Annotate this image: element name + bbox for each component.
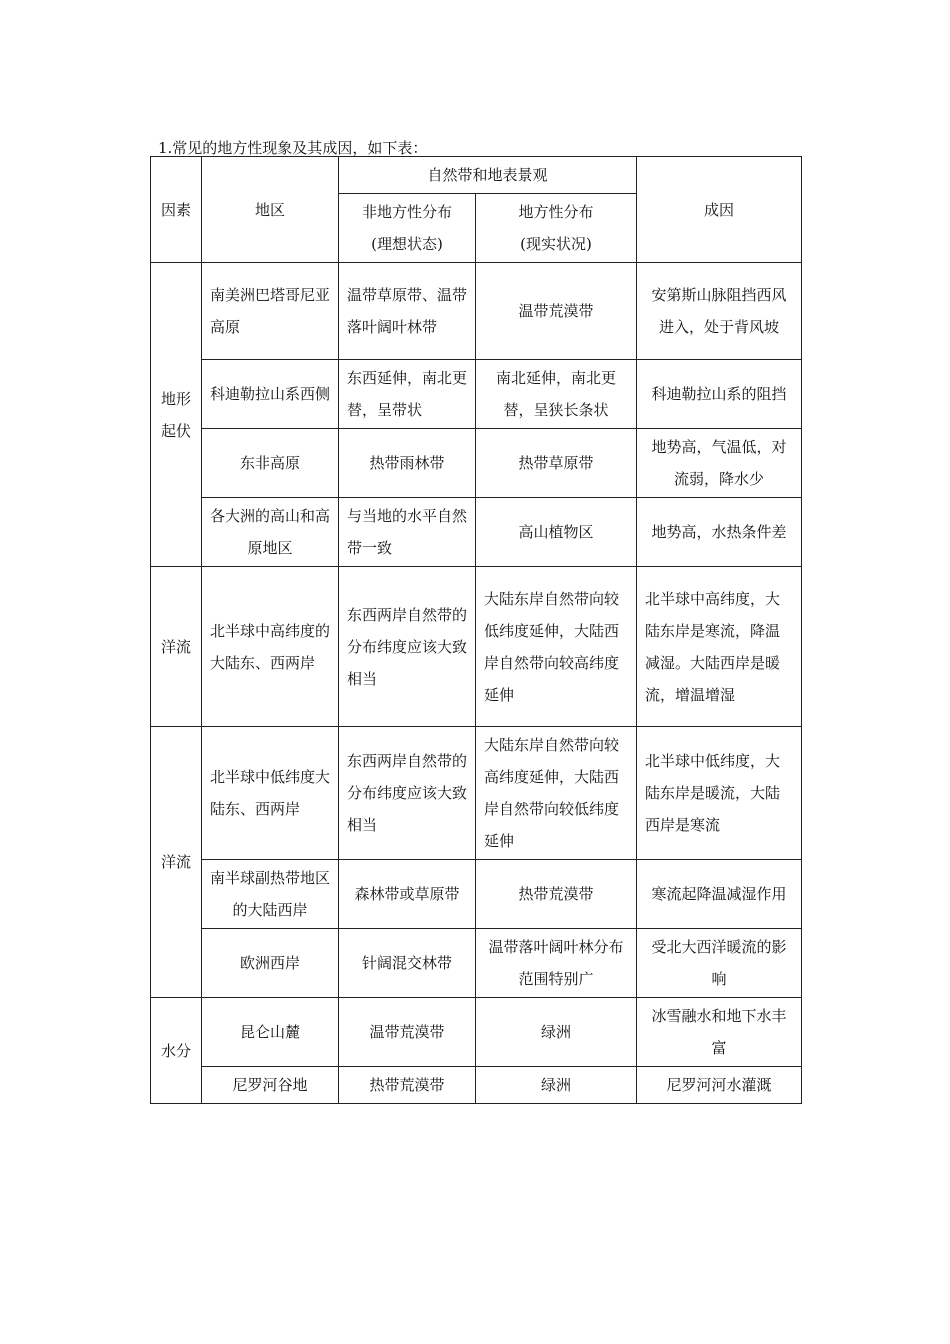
local-cell: 绿洲 [476,998,637,1067]
cause-cell: 地势高，水热条件差 [637,498,802,567]
table-row [151,498,802,567]
table-row [151,567,802,727]
table-row [151,998,802,1067]
region-cell: 各大洲的高山和高原地区 [202,498,339,567]
factor-current: 洋流 [151,727,202,998]
table-row [151,429,802,498]
non-local-cell: 热带雨林带 [339,429,476,498]
non-local-cell: 温带草原带、温带落叶阔叶林带 [339,263,476,360]
intro-text: 1.常见的地方性现象及其成因，如下表： [158,139,428,157]
local-cell: 绿洲 [476,1067,637,1104]
region-cell: 北半球中高纬度的大陆东、西两岸 [202,567,339,727]
region-cell: 昆仑山麓 [202,998,339,1067]
phenomena-table [150,156,802,1104]
header-local-line2: (现实状况) [520,235,592,253]
cause-cell: 冰雪融水和地下水丰富 [637,998,802,1067]
cause-cell: 北半球中低纬度，大陆东岸是暖流，大陆西岸是寒流 [637,727,802,860]
cause-cell: 科迪勒拉山系的阻挡 [637,360,802,429]
cause-cell: 受北大西洋暖流的影响 [637,929,802,998]
non-local-cell: 东西两岸自然带的分布纬度应该大致相当 [339,567,476,727]
region-cell: 北半球中低纬度大陆东、西两岸 [202,727,339,860]
header-factor: 因素 [151,157,202,263]
local-cell: 大陆东岸自然带向较低纬度延伸，大陆西岸自然带向较高纬度延伸 [476,567,637,727]
region-cell: 南半球副热带地区的大陆西岸 [202,860,339,929]
region-cell: 东非高原 [202,429,339,498]
non-local-cell: 东西延伸，南北更替，呈带状 [339,360,476,429]
header-local-line1: 地方性分布 [518,203,594,221]
local-cell: 高山植物区 [476,498,637,567]
region-cell: 尼罗河谷地 [202,1067,339,1104]
non-local-cell: 热带荒漠带 [339,1067,476,1104]
header-non-local-line1: 非地方性分布 [361,203,452,221]
header-region: 地区 [202,157,339,263]
cause-cell: 地势高，气温低，对流弱，降水少 [637,429,802,498]
local-cell: 南北延伸，南北更替，呈狭长条状 [476,360,637,429]
non-local-cell: 温带荒漠带 [339,998,476,1067]
header-local [476,194,637,263]
local-cell: 热带荒漠带 [476,860,637,929]
header-cause: 成因 [637,157,802,263]
header-non-local [339,194,476,263]
cause-cell: 寒流起降温减湿作用 [637,860,802,929]
cause-cell: 北半球中高纬度，大陆东岸是寒流，降温减湿。大陆西岸是暖流，增温增湿 [637,567,802,727]
local-cell: 温带荒漠带 [476,263,637,360]
header-group: 自然带和地表景观 [339,157,637,194]
table-row [151,860,802,929]
factor-terrain: 地形起伏 [151,263,202,567]
region-cell: 欧洲西岸 [202,929,339,998]
table-row [151,1067,802,1104]
non-local-cell: 与当地的水平自然带一致 [339,498,476,567]
local-cell: 热带草原带 [476,429,637,498]
table-row [151,727,802,860]
cause-cell: 安第斯山脉阻挡西风进入，处于背风坡 [637,263,802,360]
region-cell: 南美洲巴塔哥尼亚高原 [202,263,339,360]
table-row [151,360,802,429]
cause-cell: 尼罗河河水灌溉 [637,1067,802,1104]
non-local-cell: 森林带或草原带 [339,860,476,929]
header-row [151,157,802,194]
factor-water: 水分 [151,998,202,1104]
non-local-cell: 东西两岸自然带的分布纬度应该大致相当 [339,727,476,860]
local-cell: 温带落叶阔叶林分布范围特别广 [476,929,637,998]
factor-current: 洋流 [151,567,202,727]
non-local-cell: 针阔混交林带 [339,929,476,998]
table-row [151,929,802,998]
table-row [151,263,802,360]
local-cell: 大陆东岸自然带向较高纬度延伸，大陆西岸自然带向较低纬度延伸 [476,727,637,860]
region-cell: 科迪勒拉山系西侧 [202,360,339,429]
header-non-local-line2: (理想状态) [371,235,443,253]
